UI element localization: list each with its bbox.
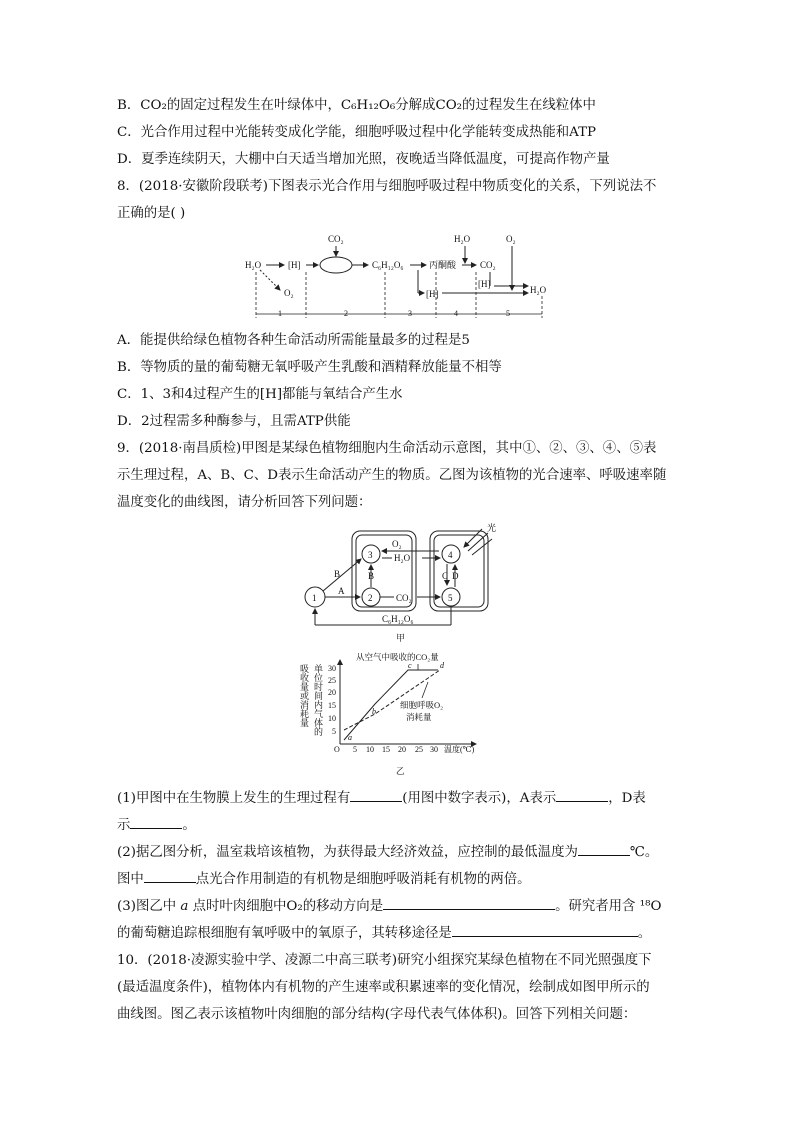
q9-label-b1: B	[334, 569, 341, 579]
question-8-stem-cont: 正确的是( )	[117, 206, 186, 221]
q9-label-a: A	[338, 586, 345, 596]
option-8d: D．2过程需多种酶参与，且需ATP供能	[117, 414, 351, 429]
q8-h2o-label: H₂O	[245, 260, 262, 270]
q9-label-co2: CO₂	[396, 593, 412, 603]
option-8b: B．等物质的量的葡萄糖无氧呼吸产生乳酸和酒精释放能量不相等	[117, 360, 502, 375]
answer-blank-7[interactable]	[452, 924, 638, 937]
q9-label-glucose: C₆H₁₂O₆	[382, 614, 414, 624]
q9-circle-2: 2	[368, 593, 373, 603]
q9-label-c: C	[442, 571, 449, 581]
q9-chart-ytick-5: 5	[332, 727, 336, 736]
q8-seg-1: 1	[278, 309, 282, 318]
q9-chart-xlabel: 温度(℃)	[444, 745, 475, 754]
q9-temperature-chart-yi	[290, 648, 530, 778]
answer-blank-1[interactable]	[350, 789, 402, 802]
option-7c: C．光合作用过程中光能转变成化学能，细胞呼吸过程中化学能转变成热能和ATP	[117, 125, 597, 140]
q8-seg-2: 2	[344, 309, 348, 318]
q8-process-diagram	[240, 230, 550, 322]
q8-h-label: [H]	[288, 260, 301, 270]
q8-co2-right-label: CO₂	[480, 260, 496, 270]
option-7d: D．夏季连续阴天，大棚中白天适当增加光照，夜晚适当降低温度，可提高作物产量	[117, 152, 610, 167]
q9-chart-ytick-25: 25	[328, 676, 336, 685]
answer-blank-5[interactable]	[144, 870, 196, 883]
q9-chart-xtick-30: 30	[430, 745, 438, 754]
q9-chart-ylabel-main: 吸收量或消耗量	[299, 664, 309, 727]
question-10-stem-end: 曲线图。图乙表示该植物叶肉细胞的部分结构(字母代表气体体积)。回答下列相关问题：	[117, 1007, 637, 1022]
q8-o2-label: O₂	[284, 288, 294, 298]
q9-circle-4: 4	[448, 550, 453, 560]
q8-seg-3: 3	[408, 309, 412, 318]
q9-label-d: D	[452, 571, 459, 581]
q9-label-h2o: H₂O	[394, 553, 411, 563]
answer-blank-2[interactable]	[556, 789, 608, 802]
q9-circle-5: 5	[448, 593, 453, 603]
q9-subquestion-2: (2)据乙图分析，温室栽培该植物，为获得最大经济效益，应控制的最低温度为 ℃。	[117, 845, 659, 860]
q9-chart-point-d: d	[440, 661, 444, 670]
q8-o2-top-label: O₂	[506, 234, 516, 244]
q9-label-b2: B	[368, 571, 375, 581]
option-8a: A．能提供给绿色植物各种生命活动所需能量最多的过程是5	[117, 333, 470, 348]
q9-caption-yi: 乙	[396, 766, 405, 776]
q9-chart-origin: O	[334, 745, 340, 754]
question-8-stem: 8．(2018·安徽阶段联考)下图表示光合作用与细胞呼吸过程中物质变化的关系，下列说法不	[117, 179, 657, 194]
question-9-stem-cont: 示生理过程，A、B、C、D表示生命活动产生的物质。乙图为该植物的光合速率、呼吸速率随	[117, 468, 667, 483]
q9-circle-1: 1	[312, 593, 317, 603]
answer-blank-6[interactable]	[383, 897, 555, 910]
q8-co2-label: CO₂	[328, 234, 344, 244]
q9-label-light: 光	[487, 523, 497, 533]
q8-pyruvate-label: 丙酮酸	[429, 260, 457, 270]
q8-h2o-top-label: H₂O	[454, 234, 471, 244]
q9-chart-ytick-30: 30	[328, 664, 336, 673]
q9-chart-point-b: b	[372, 707, 376, 716]
q8-h2o-out-label: H₂O	[530, 285, 547, 295]
q9-chart-xtick-20: 20	[398, 745, 406, 754]
q9-chart-legend-o2-1: 细胞呼吸O₂	[400, 700, 444, 710]
q9-subquestion-3-cont: 的葡萄糖追踪根细胞有氧呼吸中的氧原子，其转移途径是 。	[117, 926, 652, 941]
q9-chart-point-c: c	[408, 661, 412, 670]
answer-blank-4[interactable]	[578, 843, 630, 856]
answer-blank-3[interactable]	[130, 816, 182, 829]
q8-glucose-label: C₆H₁₂O₆	[372, 260, 404, 270]
q9-chart-xtick-15: 15	[382, 745, 390, 754]
question-10-stem-cont: (最适温度条件)，植物体内有机物的产生速率或积累速率的变化情况，绘制成如图甲所示的	[117, 980, 650, 995]
q8-seg-5: 5	[506, 309, 510, 318]
q9-chart-ytick-20: 20	[328, 688, 336, 697]
q9-subquestion-1-cont: 示 。	[117, 818, 196, 833]
q9-chart-xtick-25: 25	[415, 745, 423, 754]
option-7b: B．CO₂的固定过程发生在叶绿体中，C₆H₁₂O₆分解成CO₂的过程发生在线粒体中	[117, 98, 596, 113]
q8-seg-4: 4	[454, 309, 458, 318]
q9-chart-ytick-15: 15	[328, 701, 336, 710]
q9-label-o2: O₂	[392, 539, 402, 549]
q9-subquestion-2-cont: 图中 点光合作用制造的有机物是细胞呼吸消耗有机物的两倍。	[117, 872, 531, 887]
q9-cell-diagram-jia	[296, 521, 506, 643]
q9-chart-ytick-10: 10	[328, 714, 336, 723]
q9-chart-xtick-5: 5	[353, 745, 357, 754]
q9-chart-legend-co2: 从空气中吸收的CO₂量	[356, 652, 439, 662]
question-9-stem-end: 温度变化的曲线图，请分析回答下列问题：	[117, 495, 372, 510]
q9-chart-legend-o2-2: 消耗量	[406, 712, 432, 722]
q9-chart-xtick-10: 10	[366, 745, 374, 754]
question-9-stem: 9．(2018·南昌质检)甲图是某绿色植物细胞内生命活动示意图，其中①、②、③、④、⑤表	[117, 441, 657, 456]
q9-subquestion-3: (3)图乙中 a 点时叶肉细胞中O₂的移动方向是 。研究者用含 ¹⁸O	[117, 899, 662, 914]
q9-chart-point-a: a	[348, 733, 352, 742]
q8-h-low-label: [H]	[426, 289, 439, 299]
q9-subquestion-1: (1)甲图中在生物膜上发生的生理过程有 (用图中数字表示)，A表示 ，D表	[117, 791, 646, 806]
q9-caption-jia: 甲	[396, 633, 406, 643]
question-10-stem: 10．(2018·凌源实验中学、凌源二中高三联考)研究小组探究某绿色植物在不同光照强度下	[117, 953, 652, 968]
q9-chart-ylabel-side: 单位时间内气体的	[313, 664, 323, 736]
q8-h-mid-label: [H]	[478, 279, 491, 289]
option-8c: C．1、3和4过程产生的[H]都能与氧结合产生水	[117, 387, 403, 402]
q9-circle-3: 3	[368, 550, 373, 560]
